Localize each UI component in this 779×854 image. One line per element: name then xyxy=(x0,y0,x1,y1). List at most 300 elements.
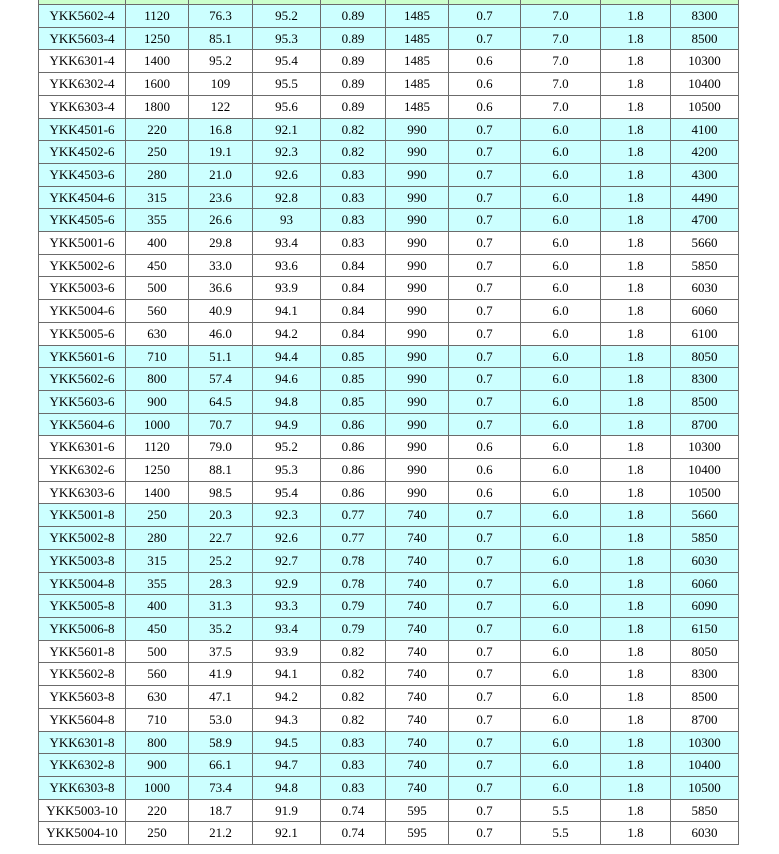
value-cell: 0.89 xyxy=(321,50,386,73)
value-cell: 6.0 xyxy=(521,368,601,391)
value-cell: 1800 xyxy=(126,95,189,118)
value-cell: 250 xyxy=(126,822,189,845)
value-cell: 0.6 xyxy=(449,95,521,118)
value-cell: 1.8 xyxy=(601,481,671,504)
value-cell: 94.5 xyxy=(253,731,321,754)
value-cell: 1485 xyxy=(386,5,449,28)
value-cell: 0.7 xyxy=(449,27,521,50)
value-cell: 0.84 xyxy=(321,300,386,323)
model-cell: YKK6303-4 xyxy=(39,95,126,118)
model-cell: YKK4504-6 xyxy=(39,186,126,209)
model-cell: YKK5004-6 xyxy=(39,300,126,323)
value-cell: 0.6 xyxy=(449,50,521,73)
model-cell: YKK6302-8 xyxy=(39,754,126,777)
value-cell: 10400 xyxy=(671,73,739,96)
value-cell: 7.0 xyxy=(521,5,601,28)
value-cell: 6.0 xyxy=(521,504,601,527)
value-cell: 1.8 xyxy=(601,5,671,28)
value-cell: 250 xyxy=(126,504,189,527)
value-cell: 450 xyxy=(126,617,189,640)
value-cell: 900 xyxy=(126,390,189,413)
value-cell: 98.5 xyxy=(189,481,253,504)
model-cell: YKK5602-4 xyxy=(39,5,126,28)
value-cell: 740 xyxy=(386,572,449,595)
value-cell: 94.9 xyxy=(253,413,321,436)
value-cell: 6060 xyxy=(671,300,739,323)
value-cell: 0.86 xyxy=(321,481,386,504)
value-cell: 1.8 xyxy=(601,232,671,255)
value-cell: 10500 xyxy=(671,95,739,118)
value-cell: 6.0 xyxy=(521,300,601,323)
value-cell: 630 xyxy=(126,322,189,345)
value-cell: 93.9 xyxy=(253,640,321,663)
value-cell: 220 xyxy=(126,799,189,822)
value-cell: 92.3 xyxy=(253,504,321,527)
model-cell: YKK4503-6 xyxy=(39,163,126,186)
value-cell: 0.85 xyxy=(321,368,386,391)
value-cell: 6030 xyxy=(671,549,739,572)
value-cell: 1400 xyxy=(126,50,189,73)
value-cell: 990 xyxy=(386,345,449,368)
model-cell: YKK5602-6 xyxy=(39,368,126,391)
value-cell: 1000 xyxy=(126,413,189,436)
value-cell: 740 xyxy=(386,527,449,550)
value-cell: 0.7 xyxy=(449,209,521,232)
value-cell: 28.3 xyxy=(189,572,253,595)
table-row xyxy=(39,459,739,482)
value-cell: 740 xyxy=(386,776,449,799)
table-row xyxy=(39,27,739,50)
value-cell: 21.2 xyxy=(189,822,253,845)
value-cell: 7.0 xyxy=(521,27,601,50)
value-cell: 0.7 xyxy=(449,776,521,799)
model-cell: YKK5001-6 xyxy=(39,232,126,255)
value-cell: 990 xyxy=(386,118,449,141)
value-cell: 94.6 xyxy=(253,368,321,391)
table-row xyxy=(39,186,739,209)
value-cell: 6.0 xyxy=(521,163,601,186)
value-cell: 0.79 xyxy=(321,595,386,618)
value-cell: 94.4 xyxy=(253,345,321,368)
model-cell: YKK5005-6 xyxy=(39,322,126,345)
table-row xyxy=(39,368,739,391)
value-cell: 1000 xyxy=(126,776,189,799)
value-cell: 8700 xyxy=(671,413,739,436)
value-cell: 10500 xyxy=(671,776,739,799)
value-cell: 6150 xyxy=(671,617,739,640)
value-cell: 0.6 xyxy=(449,481,521,504)
value-cell: 93.9 xyxy=(253,277,321,300)
value-cell: 1.8 xyxy=(601,549,671,572)
value-cell: 0.7 xyxy=(449,232,521,255)
value-cell: 0.79 xyxy=(321,617,386,640)
value-cell: 1.8 xyxy=(601,686,671,709)
value-cell: 0.77 xyxy=(321,527,386,550)
value-cell: 94.2 xyxy=(253,322,321,345)
value-cell: 95.2 xyxy=(253,5,321,28)
table-row xyxy=(39,663,739,686)
model-cell: YKK5004-8 xyxy=(39,572,126,595)
value-cell: 1.8 xyxy=(601,277,671,300)
value-cell: 1400 xyxy=(126,481,189,504)
value-cell: 1.8 xyxy=(601,459,671,482)
value-cell: 0.7 xyxy=(449,663,521,686)
value-cell: 5660 xyxy=(671,504,739,527)
value-cell: 4100 xyxy=(671,118,739,141)
value-cell: 0.7 xyxy=(449,141,521,164)
value-cell: 8050 xyxy=(671,345,739,368)
model-cell: YKK5004-10 xyxy=(39,822,126,845)
value-cell: 990 xyxy=(386,232,449,255)
value-cell: 1485 xyxy=(386,95,449,118)
model-cell: YKK4505-6 xyxy=(39,209,126,232)
value-cell: 1.8 xyxy=(601,640,671,663)
value-cell: 6.0 xyxy=(521,232,601,255)
value-cell: 990 xyxy=(386,209,449,232)
table-row xyxy=(39,232,739,255)
value-cell: 6.0 xyxy=(521,345,601,368)
table-row xyxy=(39,799,739,822)
value-cell: 94.2 xyxy=(253,686,321,709)
value-cell: 29.8 xyxy=(189,232,253,255)
table-row xyxy=(39,436,739,459)
value-cell: 23.6 xyxy=(189,186,253,209)
value-cell: 8300 xyxy=(671,663,739,686)
value-cell: 1120 xyxy=(126,436,189,459)
value-cell: 1250 xyxy=(126,27,189,50)
value-cell: 990 xyxy=(386,163,449,186)
value-cell: 5.5 xyxy=(521,822,601,845)
value-cell: 0.83 xyxy=(321,209,386,232)
value-cell: 109 xyxy=(189,73,253,96)
value-cell: 0.7 xyxy=(449,527,521,550)
value-cell: 1120 xyxy=(126,5,189,28)
value-cell: 10300 xyxy=(671,731,739,754)
value-cell: 40.9 xyxy=(189,300,253,323)
table-row xyxy=(39,73,739,96)
model-cell: YKK5602-8 xyxy=(39,663,126,686)
value-cell: 95.4 xyxy=(253,50,321,73)
table-row xyxy=(39,595,739,618)
value-cell: 355 xyxy=(126,572,189,595)
value-cell: 8300 xyxy=(671,368,739,391)
value-cell: 0.7 xyxy=(449,277,521,300)
value-cell: 990 xyxy=(386,322,449,345)
value-cell: 0.83 xyxy=(321,754,386,777)
value-cell: 6.0 xyxy=(521,254,601,277)
value-cell: 92.9 xyxy=(253,572,321,595)
value-cell: 95.2 xyxy=(253,436,321,459)
value-cell: 6.0 xyxy=(521,209,601,232)
value-cell: 20.3 xyxy=(189,504,253,527)
table-row xyxy=(39,209,739,232)
value-cell: 6.0 xyxy=(521,731,601,754)
value-cell: 0.78 xyxy=(321,549,386,572)
value-cell: 93 xyxy=(253,209,321,232)
model-cell: YKK4502-6 xyxy=(39,141,126,164)
value-cell: 595 xyxy=(386,799,449,822)
value-cell: 990 xyxy=(386,186,449,209)
value-cell: 64.5 xyxy=(189,390,253,413)
value-cell: 0.84 xyxy=(321,322,386,345)
value-cell: 5850 xyxy=(671,254,739,277)
value-cell: 0.7 xyxy=(449,754,521,777)
value-cell: 94.1 xyxy=(253,300,321,323)
value-cell: 710 xyxy=(126,708,189,731)
value-cell: 1.8 xyxy=(601,617,671,640)
value-cell: 36.6 xyxy=(189,277,253,300)
value-cell: 4300 xyxy=(671,163,739,186)
value-cell: 0.7 xyxy=(449,300,521,323)
value-cell: 4490 xyxy=(671,186,739,209)
value-cell: 66.1 xyxy=(189,754,253,777)
value-cell: 94.8 xyxy=(253,390,321,413)
value-cell: 990 xyxy=(386,254,449,277)
value-cell: 1.8 xyxy=(601,413,671,436)
model-cell: YKK5603-6 xyxy=(39,390,126,413)
value-cell: 990 xyxy=(386,459,449,482)
table-row xyxy=(39,413,739,436)
value-cell: 8500 xyxy=(671,390,739,413)
value-cell: 92.8 xyxy=(253,186,321,209)
value-cell: 0.6 xyxy=(449,459,521,482)
value-cell: 1.8 xyxy=(601,822,671,845)
value-cell: 1.8 xyxy=(601,209,671,232)
value-cell: 6090 xyxy=(671,595,739,618)
value-cell: 740 xyxy=(386,549,449,572)
value-cell: 92.7 xyxy=(253,549,321,572)
value-cell: 37.5 xyxy=(189,640,253,663)
value-cell: 0.7 xyxy=(449,163,521,186)
value-cell: 0.83 xyxy=(321,232,386,255)
value-cell: 6.0 xyxy=(521,595,601,618)
value-cell: 500 xyxy=(126,277,189,300)
value-cell: 6.0 xyxy=(521,708,601,731)
table-row xyxy=(39,50,739,73)
value-cell: 0.7 xyxy=(449,640,521,663)
model-cell: YKK5604-6 xyxy=(39,413,126,436)
model-cell: YKK5002-8 xyxy=(39,527,126,550)
value-cell: 0.7 xyxy=(449,799,521,822)
value-cell: 0.7 xyxy=(449,572,521,595)
value-cell: 6.0 xyxy=(521,390,601,413)
model-cell: YKK5603-4 xyxy=(39,27,126,50)
table-row xyxy=(39,345,739,368)
value-cell: 1485 xyxy=(386,27,449,50)
value-cell: 0.82 xyxy=(321,640,386,663)
value-cell: 1.8 xyxy=(601,572,671,595)
value-cell: 6060 xyxy=(671,572,739,595)
value-cell: 93.6 xyxy=(253,254,321,277)
value-cell: 0.7 xyxy=(449,254,521,277)
value-cell: 91.9 xyxy=(253,799,321,822)
value-cell: 0.7 xyxy=(449,5,521,28)
value-cell: 0.89 xyxy=(321,27,386,50)
value-cell: 33.0 xyxy=(189,254,253,277)
value-cell: 740 xyxy=(386,504,449,527)
value-cell: 6.0 xyxy=(521,617,601,640)
value-cell: 0.89 xyxy=(321,73,386,96)
model-cell: YKK4501-6 xyxy=(39,118,126,141)
value-cell: 7.0 xyxy=(521,50,601,73)
table-row xyxy=(39,322,739,345)
value-cell: 94.1 xyxy=(253,663,321,686)
model-cell: YKK5601-6 xyxy=(39,345,126,368)
value-cell: 6030 xyxy=(671,822,739,845)
value-cell: 25.2 xyxy=(189,549,253,572)
value-cell: 355 xyxy=(126,209,189,232)
value-cell: 0.7 xyxy=(449,686,521,709)
value-cell: 0.7 xyxy=(449,617,521,640)
value-cell: 1600 xyxy=(126,73,189,96)
value-cell: 990 xyxy=(386,141,449,164)
value-cell: 93.3 xyxy=(253,595,321,618)
value-cell: 85.1 xyxy=(189,27,253,50)
value-cell: 0.74 xyxy=(321,822,386,845)
value-cell: 1.8 xyxy=(601,73,671,96)
value-cell: 0.86 xyxy=(321,436,386,459)
value-cell: 500 xyxy=(126,640,189,663)
model-cell: YKK5005-8 xyxy=(39,595,126,618)
value-cell: 1.8 xyxy=(601,141,671,164)
value-cell: 0.7 xyxy=(449,549,521,572)
value-cell: 1.8 xyxy=(601,663,671,686)
value-cell: 8500 xyxy=(671,27,739,50)
value-cell: 990 xyxy=(386,413,449,436)
value-cell: 6.0 xyxy=(521,686,601,709)
model-cell: YKK5003-6 xyxy=(39,277,126,300)
value-cell: 220 xyxy=(126,118,189,141)
model-cell: YKK5003-10 xyxy=(39,799,126,822)
value-cell: 95.6 xyxy=(253,95,321,118)
value-cell: 740 xyxy=(386,686,449,709)
value-cell: 70.7 xyxy=(189,413,253,436)
value-cell: 0.77 xyxy=(321,504,386,527)
value-cell: 990 xyxy=(386,277,449,300)
value-cell: 18.7 xyxy=(189,799,253,822)
value-cell: 94.7 xyxy=(253,754,321,777)
model-cell: YKK6303-6 xyxy=(39,481,126,504)
value-cell: 6.0 xyxy=(521,663,601,686)
value-cell: 0.6 xyxy=(449,73,521,96)
table-row xyxy=(39,686,739,709)
value-cell: 1.8 xyxy=(601,345,671,368)
value-cell: 400 xyxy=(126,232,189,255)
model-cell: YKK6303-8 xyxy=(39,776,126,799)
value-cell: 0.84 xyxy=(321,277,386,300)
value-cell: 8050 xyxy=(671,640,739,663)
value-cell: 35.2 xyxy=(189,617,253,640)
value-cell: 6.0 xyxy=(521,572,601,595)
table-row xyxy=(39,277,739,300)
value-cell: 1.8 xyxy=(601,799,671,822)
value-cell: 1.8 xyxy=(601,504,671,527)
value-cell: 1.8 xyxy=(601,436,671,459)
value-cell: 990 xyxy=(386,481,449,504)
value-cell: 740 xyxy=(386,595,449,618)
value-cell: 0.74 xyxy=(321,799,386,822)
value-cell: 95.3 xyxy=(253,27,321,50)
value-cell: 740 xyxy=(386,640,449,663)
value-cell: 1.8 xyxy=(601,368,671,391)
model-cell: YKK6302-6 xyxy=(39,459,126,482)
value-cell: 6.0 xyxy=(521,118,601,141)
value-cell: 0.84 xyxy=(321,254,386,277)
value-cell: 122 xyxy=(189,95,253,118)
value-cell: 0.82 xyxy=(321,663,386,686)
value-cell: 6.0 xyxy=(521,413,601,436)
table-row xyxy=(39,776,739,799)
value-cell: 0.83 xyxy=(321,731,386,754)
value-cell: 0.7 xyxy=(449,708,521,731)
value-cell: 740 xyxy=(386,731,449,754)
model-cell: YKK5006-8 xyxy=(39,617,126,640)
value-cell: 0.7 xyxy=(449,390,521,413)
value-cell: 4700 xyxy=(671,209,739,232)
value-cell: 8700 xyxy=(671,708,739,731)
value-cell: 0.7 xyxy=(449,186,521,209)
value-cell: 6.0 xyxy=(521,322,601,345)
value-cell: 5850 xyxy=(671,799,739,822)
value-cell: 990 xyxy=(386,390,449,413)
value-cell: 0.7 xyxy=(449,368,521,391)
value-cell: 0.82 xyxy=(321,708,386,731)
value-cell: 1.8 xyxy=(601,118,671,141)
value-cell: 10300 xyxy=(671,50,739,73)
value-cell: 6.0 xyxy=(521,754,601,777)
table-row xyxy=(39,527,739,550)
value-cell: 1485 xyxy=(386,50,449,73)
model-cell: YKK5001-8 xyxy=(39,504,126,527)
value-cell: 95.4 xyxy=(253,481,321,504)
table-row xyxy=(39,95,739,118)
value-cell: 10500 xyxy=(671,481,739,504)
value-cell: 450 xyxy=(126,254,189,277)
value-cell: 280 xyxy=(126,163,189,186)
value-cell: 94.3 xyxy=(253,708,321,731)
value-cell: 1.8 xyxy=(601,527,671,550)
model-cell: YKK5603-8 xyxy=(39,686,126,709)
value-cell: 740 xyxy=(386,663,449,686)
value-cell: 315 xyxy=(126,549,189,572)
value-cell: 10400 xyxy=(671,459,739,482)
value-cell: 1.8 xyxy=(601,595,671,618)
table-row xyxy=(39,141,739,164)
value-cell: 46.0 xyxy=(189,322,253,345)
value-cell: 95.5 xyxy=(253,73,321,96)
table-row xyxy=(39,822,739,845)
value-cell: 0.7 xyxy=(449,822,521,845)
table-row xyxy=(39,481,739,504)
value-cell: 6.0 xyxy=(521,527,601,550)
value-cell: 5660 xyxy=(671,232,739,255)
value-cell: 280 xyxy=(126,527,189,550)
value-cell: 630 xyxy=(126,686,189,709)
value-cell: 990 xyxy=(386,368,449,391)
value-cell: 94.8 xyxy=(253,776,321,799)
value-cell: 7.0 xyxy=(521,95,601,118)
model-cell: YKK6301-8 xyxy=(39,731,126,754)
value-cell: 1.8 xyxy=(601,163,671,186)
table-row xyxy=(39,254,739,277)
value-cell: 58.9 xyxy=(189,731,253,754)
value-cell: 0.7 xyxy=(449,595,521,618)
motor-spec-table-body xyxy=(39,0,739,845)
value-cell: 740 xyxy=(386,708,449,731)
value-cell: 0.7 xyxy=(449,322,521,345)
value-cell: 6030 xyxy=(671,277,739,300)
value-cell: 740 xyxy=(386,617,449,640)
